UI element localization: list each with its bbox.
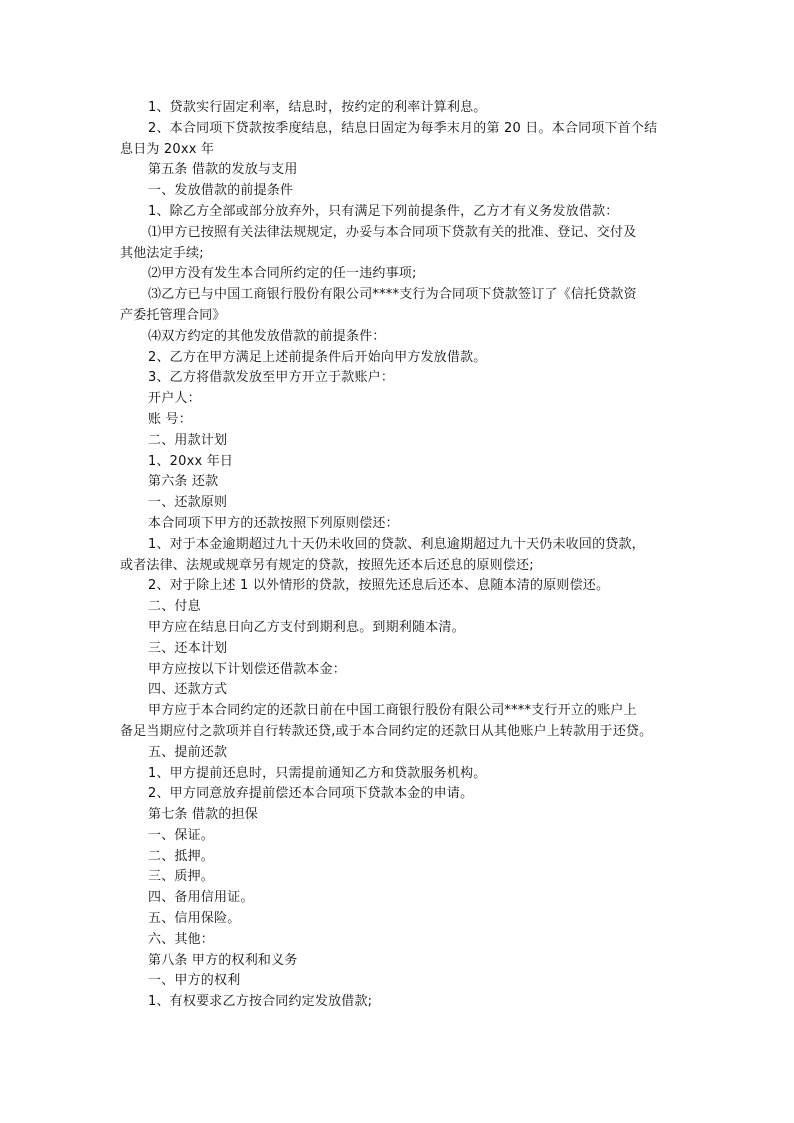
paragraph-line: 2、本合同项下贷款按季度结息，结息日固定为每季末月的第 20 日。本合同项下首个结 xyxy=(148,120,658,136)
paragraph-line: 第八条 甲方的权利和义务 xyxy=(148,952,298,968)
paragraph-line: ⑵甲方没有发生本合同所约定的任一违约事项; xyxy=(148,266,417,282)
paragraph-line: 1、甲方提前还息时，只需提前通知乙方和贷款服务机构。 xyxy=(148,765,487,781)
paragraph-line: 1、除乙方全部或部分放弃外，只有满足下列前提条件，乙方才有义务发放借款： xyxy=(148,203,619,219)
paragraph-line: 本合同项下甲方的还款按照下列原则偿还： xyxy=(148,515,399,531)
paragraph-line: 四、备用信用证。 xyxy=(148,890,254,906)
paragraph-line: 一、保证。 xyxy=(148,827,215,843)
document-body xyxy=(120,98,680,1013)
paragraph-line: 第六条 还款 xyxy=(148,474,219,490)
paragraph-line: 2、甲方同意放弃提前偿还本合同项下贷款本金的申请。 xyxy=(148,786,474,802)
paragraph-line: 2、对于除上述 1 以外情形的贷款，按照先还息后还本、息随本清的原则偿还。 xyxy=(148,578,610,594)
paragraph-line: 甲方应在结息日向乙方支付到期利息。到期利随本清。 xyxy=(148,619,465,635)
paragraph-line: ⑶乙方已与中国工商银行股份有限公司****支行为合同项下贷款签订了《信托贷款资 xyxy=(148,287,637,303)
paragraph-line: ⑷双方约定的其他发放借款的前提条件： xyxy=(148,328,386,344)
paragraph-line: 3、乙方将借款发放至甲方开立于款账户： xyxy=(148,370,395,386)
paragraph-line: 其他法定手续; xyxy=(120,245,204,261)
paragraph-line: 第五条 借款的发放与支用 xyxy=(148,162,298,178)
paragraph-line: 息日为 20xx 年 xyxy=(120,141,215,157)
paragraph-line: 五、提前还款 xyxy=(148,744,228,760)
paragraph-line: 2、乙方在甲方满足上述前提条件后开始向甲方发放借款。 xyxy=(148,349,487,365)
paragraph-line: 1、贷款实行固定利率，结息时，按约定的利率计算利息。 xyxy=(148,100,487,115)
paragraph-line: 五、信用保险。 xyxy=(148,911,241,927)
paragraph-line: 产委托管理合同》 xyxy=(120,307,226,323)
paragraph-line: 备足当期应付之款项并自行转款还贷,或于本合同约定的还款日从其他账户上转款用于还贷。 xyxy=(120,723,653,739)
paragraph-line: 一、发放借款的前提条件 xyxy=(148,183,294,199)
paragraph-line: 三、还本计划 xyxy=(148,640,228,656)
paragraph-line: ⑴甲方已按照有关法律法规规定，办妥与本合同项下贷款有关的批准、登记、交付及 xyxy=(148,224,637,240)
paragraph-line: 1、20xx 年日 xyxy=(148,453,234,469)
paragraph-line: 或者法律、法规或规章另有规定的贷款，按照先还本后还息的原则偿还; xyxy=(120,557,534,573)
paragraph-line: 1、对于本金逾期超过九十天仍未收回的贷款、利息逾期超过九十天仍未收回的贷款， xyxy=(148,536,645,552)
paragraph-line: 一、甲方的权利 xyxy=(148,973,241,989)
paragraph-line: 二、付息 xyxy=(148,599,201,615)
paragraph-line: 三、质押。 xyxy=(148,869,215,885)
paragraph-line: 1、有权要求乙方按合同约定发放借款; xyxy=(148,994,373,1010)
paragraph-line: 四、还款方式 xyxy=(148,682,228,698)
paragraph-line: 甲方应按以下计划偿还借款本金： xyxy=(148,661,347,677)
paragraph-line: 账 号： xyxy=(148,411,192,427)
paragraph-line: 六、其他： xyxy=(148,931,215,947)
paragraph-line: 二、抵押。 xyxy=(148,848,215,864)
paragraph-line: 甲方应于本合同约定的还款日前在中国工商银行股份有限公司****支行开立的账户上 xyxy=(148,703,637,719)
paragraph-line: 第七条 借款的担保 xyxy=(148,807,258,823)
paragraph-line: 开户人： xyxy=(148,391,201,407)
paragraph-line: 二、用款计划 xyxy=(148,432,228,448)
paragraph-line: 一、还款原则 xyxy=(148,495,228,511)
